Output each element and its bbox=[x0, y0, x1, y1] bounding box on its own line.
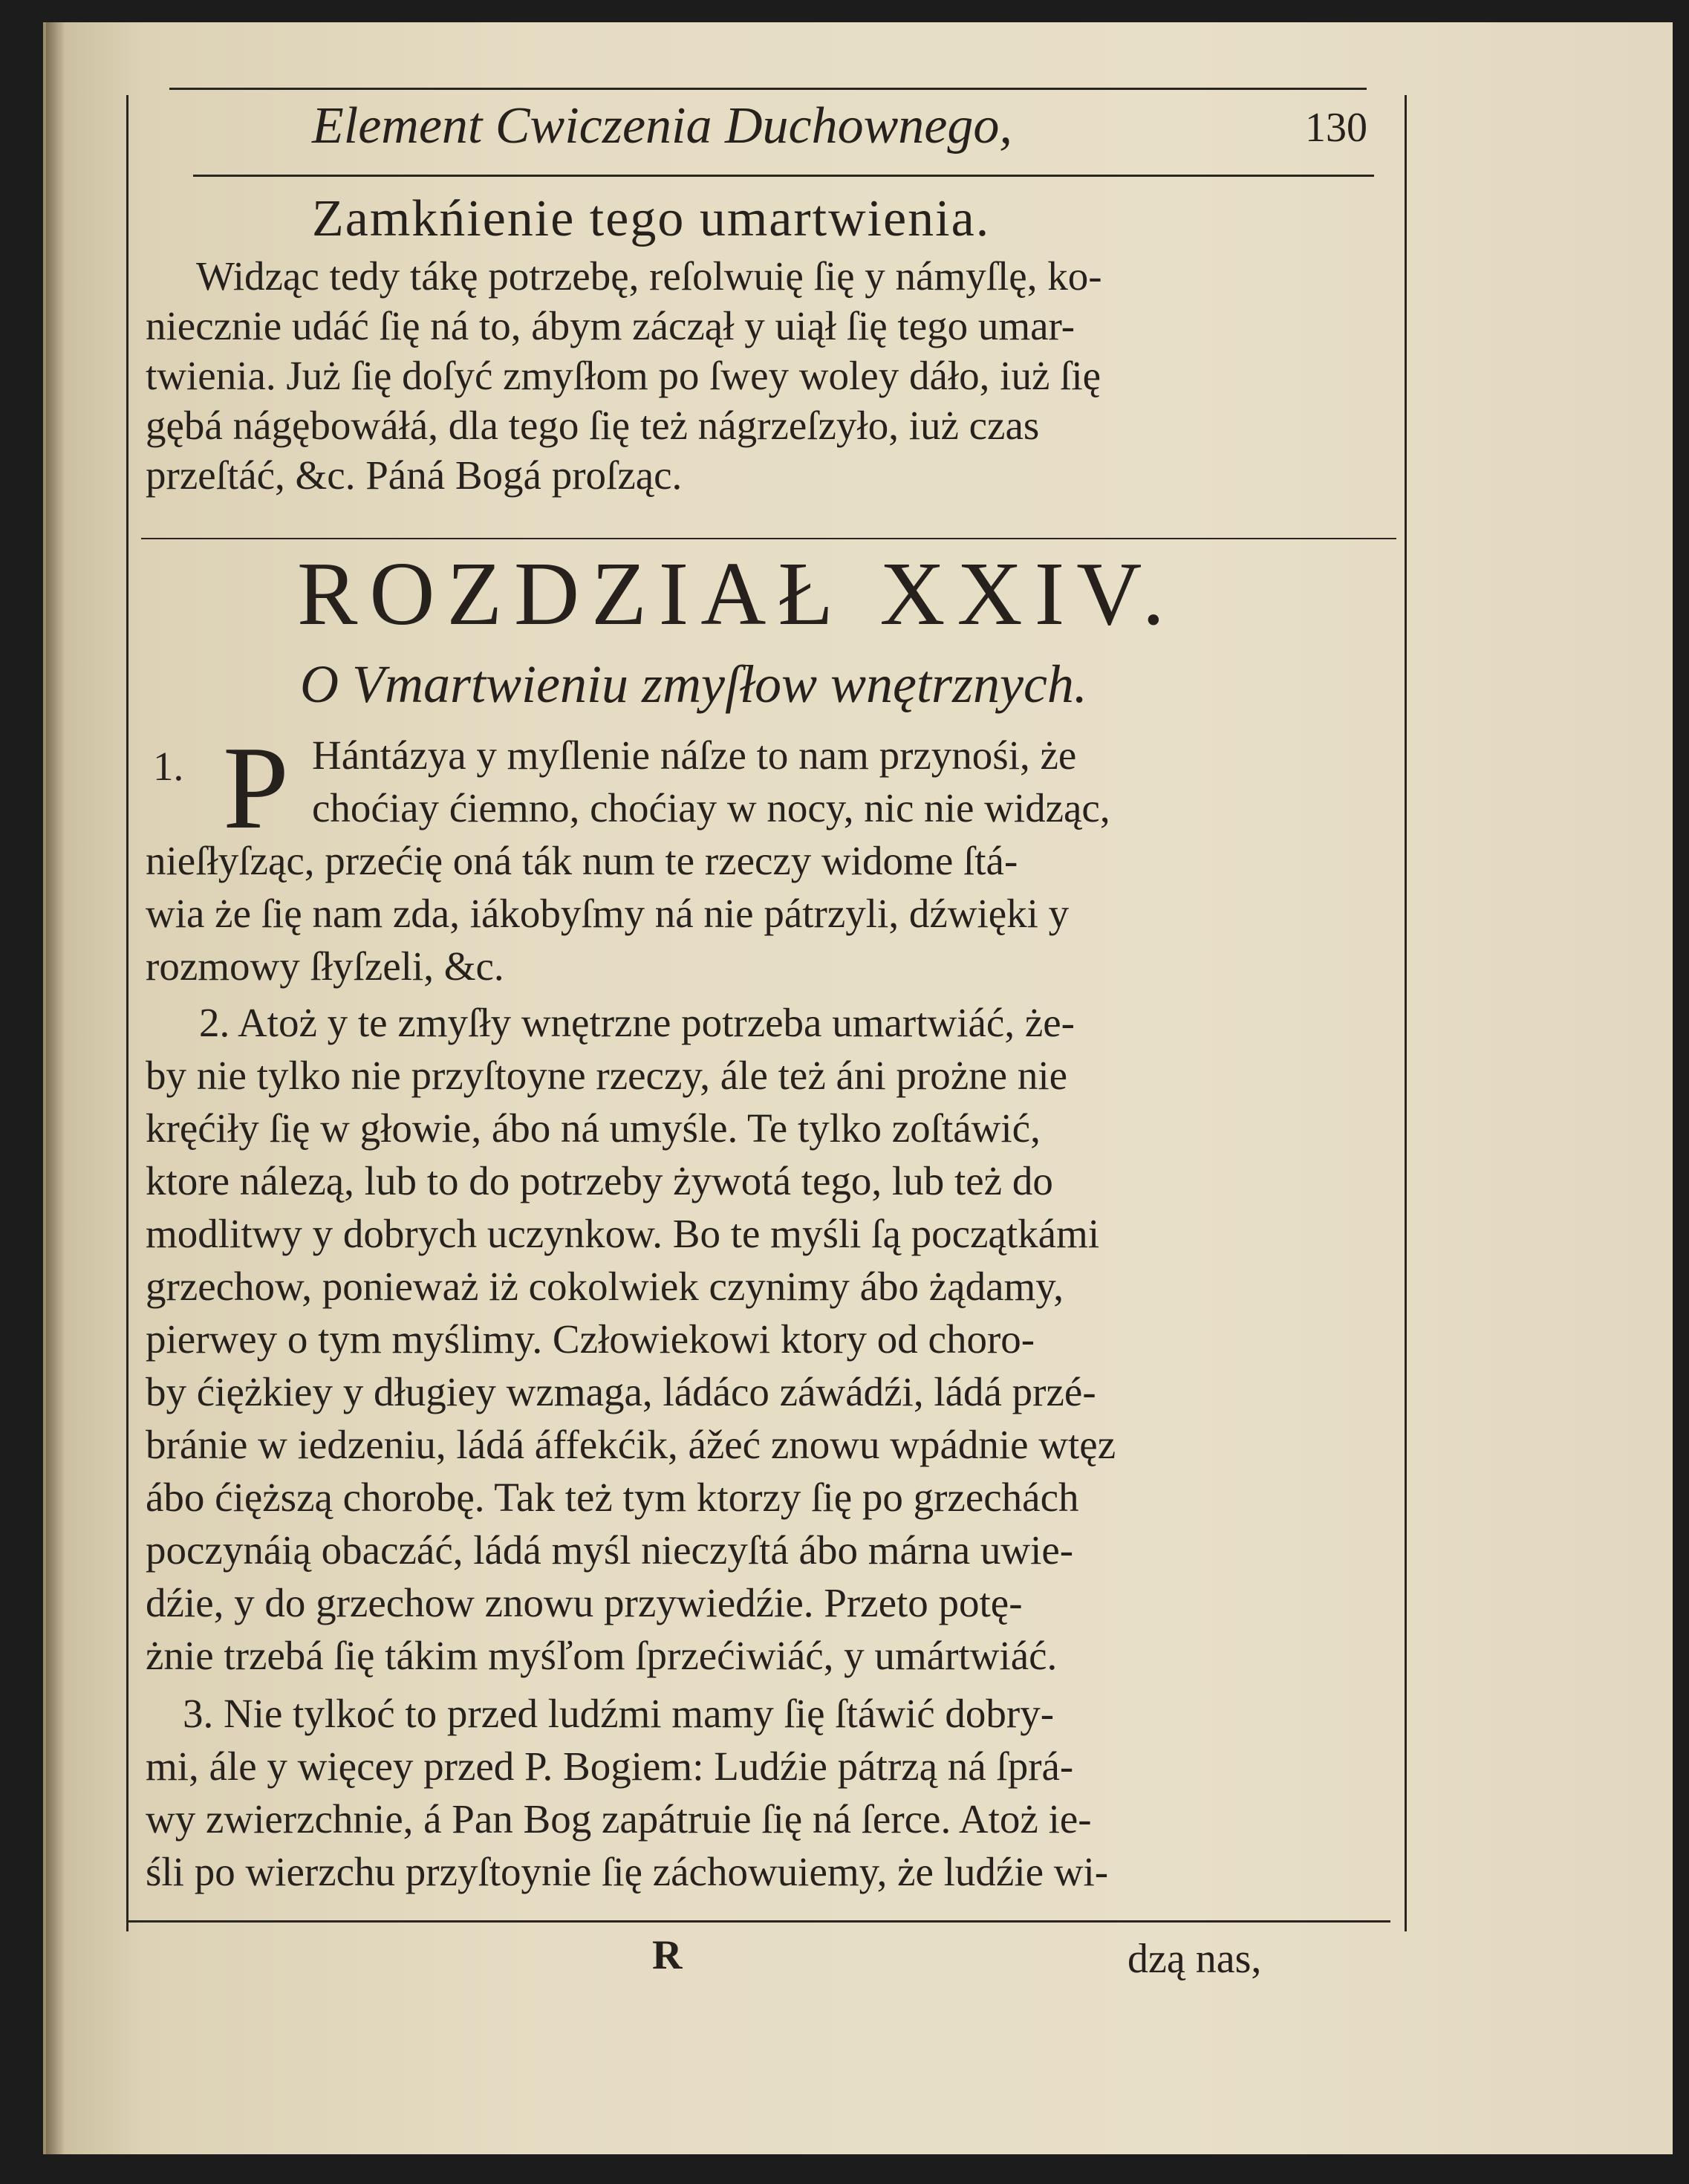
text-line: Hántázya y myſlenie náſze to nam przynośi, że bbox=[312, 732, 1077, 778]
text-line: wy zwierzchnie, á Pan Bog zapátruie ſię ná ſerce. Atoż ie- bbox=[146, 1796, 1092, 1842]
drop-cap: P bbox=[223, 721, 289, 854]
text-line: wia że ſię nam zda, iákobyſmy ná nie pátrzyli, dźwięki y bbox=[146, 891, 1070, 936]
text-line: rozmowy ſłyſzeli, &c. bbox=[146, 943, 504, 989]
text-line: 2. Atoż y te zmyſły wnętrzne potrzeba umartwiáć, że- bbox=[199, 1000, 1075, 1045]
text-line: bránie w iedzeniu, ládá áffekćik, ážeć znowu wpádnie wtęz bbox=[146, 1422, 1116, 1467]
text-line: Widząc tedy tákę potrzebę, reſolwuię ſię y námyſlę, ko- bbox=[196, 253, 1102, 299]
text-line: nieſłyſząc, przećię oná ták num te rzeczy widome ſtá- bbox=[146, 838, 1018, 883]
bottom-rule bbox=[128, 1920, 1390, 1923]
text-line: żnie trzebá ſię tákim myśľom ſprzećiwiáć, y umártwiáć. bbox=[146, 1633, 1058, 1678]
text-line: modlitwy y dobrych uczynkow. Bo te myśli ſą początkámi bbox=[146, 1211, 1100, 1256]
text-line: twienia. Już ſię doſyć zmyſłom po ſwey woley dáło, iuż ſię bbox=[146, 353, 1101, 398]
page-number: 130 bbox=[1305, 105, 1367, 151]
text-line: 3. Nie tylkoć to przed ludźmi mamy ſię ſtáwić dobry- bbox=[183, 1691, 1055, 1736]
chapter-title: ROZDZIAŁ XXIV. bbox=[297, 544, 1177, 644]
catchword: dzą nas, bbox=[1127, 1936, 1262, 1982]
text-line: by nie tylko nie przyſtoyne rzeczy, ále też áni prożne nie bbox=[146, 1053, 1068, 1098]
text-line: poczynáią obaczáć, ládá myśl nieczyſtá ábo márna uwie- bbox=[146, 1527, 1074, 1573]
running-header-title: Element Cwiczenia Duchownego, bbox=[312, 97, 1012, 155]
section-rule bbox=[141, 538, 1396, 539]
text-line: ábo ćięższą chorobę. Tak też tym ktorzy ſię po grzechách bbox=[146, 1475, 1079, 1520]
section-heading: Zamkńienie tego umartwienia. bbox=[312, 190, 991, 247]
text-line: dźie, y do grzechow znowu przywiedźie. Przeto potę- bbox=[146, 1580, 1023, 1625]
chapter-subtitle: O Vmartwieniu zmyſłow wnętrznych. bbox=[300, 654, 1087, 714]
text-line: grzechow, ponieważ iż cokolwiek czynimy ábo żądamy, bbox=[146, 1264, 1064, 1309]
text-line: śli po wierzchu przyſtoynie ſię záchowuiemy, że ludźie wi- bbox=[146, 1849, 1109, 1894]
text-line: by ćiężkiey y długiey wzmaga, ládáco záwádźi, ládá przé- bbox=[146, 1369, 1096, 1414]
text-line: ktore nálezą, lub to do potrzeby żywotá tego, lub też do bbox=[146, 1158, 1053, 1203]
text-line: niecznie udáć ſię ná to, ábym záczął y uiął ſię tego umar- bbox=[146, 303, 1075, 348]
text-line: kręćiły ſię w głowie, ábo ná umyśle. Te tylko zoſtáwić, bbox=[146, 1105, 1041, 1151]
signature-mark: R bbox=[652, 1932, 683, 1978]
top-rule bbox=[169, 88, 1367, 90]
text-line: pierwey o tym myślimy. Człowiekowi ktory od choro- bbox=[146, 1316, 1035, 1362]
header-underline bbox=[193, 175, 1374, 177]
paragraph-number: 1. bbox=[153, 744, 184, 789]
text-line: mi, ále y więcey przed P. Bogiem: Ludźie pátrzą ná ſprá- bbox=[146, 1743, 1074, 1789]
text-line: przeſtáć, &c. Páná Bogá proſząc. bbox=[146, 452, 683, 498]
text-line: choćiay ćiemno, choćiay w nocy, nic nie widząc, bbox=[312, 785, 1110, 831]
text-line: gębá nágębowáłá, dla tego ſię też nágrzeſzyło, iuż czas bbox=[146, 403, 1040, 448]
